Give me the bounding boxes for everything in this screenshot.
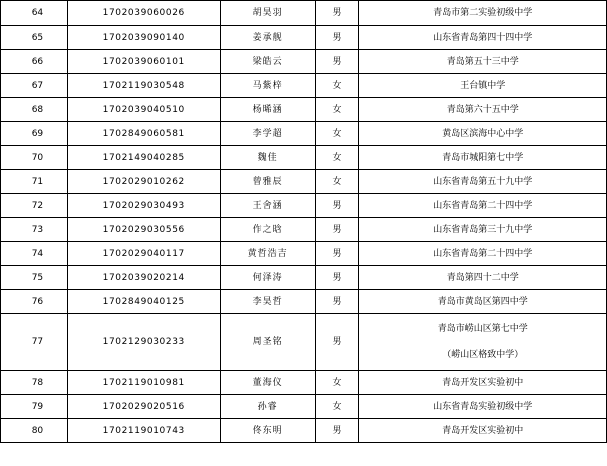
school-name-line: （崂山区格致中学） (442, 350, 524, 360)
exam-id-cell[interactable]: 1702119010743 (67, 419, 220, 443)
table-row (1, 371, 607, 395)
table-row (1, 74, 607, 98)
school-name-line: 青岛第六十五中学 (446, 104, 519, 115)
row-number-cell[interactable]: 72 (1, 194, 68, 218)
school-name-line: 黄岛区滨海中心中学 (442, 128, 524, 139)
school-cell[interactable] (359, 290, 607, 314)
student-name-cell[interactable]: 胡昊羽 (220, 1, 315, 26)
student-name-cell[interactable]: 姜承舰 (220, 26, 315, 50)
table-row (1, 170, 607, 194)
school-name-line: 山东省青岛第二十四中学 (433, 248, 533, 259)
exam-id-cell[interactable]: 1702039020214 (67, 266, 220, 290)
gender-cell[interactable]: 女 (315, 395, 359, 419)
school-name-line: 山东省青岛实验初级中学 (433, 401, 533, 412)
exam-id-cell[interactable]: 1702029010262 (67, 170, 220, 194)
school-name-line: 山东省青岛第四十四中学 (433, 32, 533, 43)
student-name-cell[interactable]: 王舍涵 (220, 194, 315, 218)
exam-id-cell[interactable]: 1702029040117 (67, 242, 220, 266)
student-name-cell[interactable]: 佟东明 (220, 419, 315, 443)
row-number-cell[interactable]: 75 (1, 266, 68, 290)
school-cell[interactable] (359, 371, 607, 395)
school-cell[interactable] (359, 98, 607, 122)
row-number-cell[interactable]: 65 (1, 26, 68, 50)
table-row (1, 122, 607, 146)
school-name-line: 山东省青岛第三十九中学 (433, 224, 533, 235)
row-number-cell[interactable]: 77 (1, 314, 68, 371)
school-cell[interactable] (359, 194, 607, 218)
school-cell[interactable] (359, 122, 607, 146)
school-name-line: 青岛市黄岛区第四中学 (437, 296, 528, 307)
school-cell[interactable] (359, 419, 607, 443)
table-row (1, 98, 607, 122)
school-cell[interactable] (359, 170, 607, 194)
exam-id-cell[interactable]: 1702149040285 (67, 146, 220, 170)
school-cell[interactable] (359, 314, 607, 371)
row-number-cell[interactable]: 67 (1, 74, 68, 98)
table-row (1, 26, 607, 50)
student-name-cell[interactable]: 何泽涛 (220, 266, 315, 290)
row-number-cell[interactable]: 78 (1, 371, 68, 395)
gender-cell[interactable]: 男 (315, 194, 359, 218)
school-name-line: 山东省青岛第五十九中学 (433, 176, 533, 187)
student-name-cell[interactable]: 曾雅辰 (220, 170, 315, 194)
school-cell[interactable] (359, 146, 607, 170)
student-name-cell[interactable]: 李昊哲 (220, 290, 315, 314)
row-number-cell[interactable]: 70 (1, 146, 68, 170)
exam-id-cell[interactable]: 1702119010981 (67, 371, 220, 395)
row-number-cell[interactable]: 76 (1, 290, 68, 314)
table-row (1, 419, 607, 443)
table-row (1, 194, 607, 218)
row-number-cell[interactable]: 80 (1, 419, 68, 443)
row-number-cell[interactable]: 74 (1, 242, 68, 266)
exam-id-cell[interactable]: 1702849060581 (67, 122, 220, 146)
gender-cell[interactable]: 男 (315, 419, 359, 443)
school-name-line: 青岛第五十三中学 (446, 56, 519, 67)
school-cell[interactable] (359, 395, 607, 419)
table-body (1, 1, 607, 443)
school-name-line: 青岛开发区实验初中 (442, 425, 524, 436)
gender-cell[interactable]: 女 (315, 98, 359, 122)
student-name-cell[interactable]: 作之晗 (220, 218, 315, 242)
row-number-cell[interactable]: 79 (1, 395, 68, 419)
gender-cell[interactable]: 男 (315, 242, 359, 266)
student-name-cell[interactable]: 周圣铭 (220, 314, 315, 371)
school-name-line: 青岛市城阳第七中学 (442, 152, 524, 163)
exam-id-cell[interactable]: 1702029030556 (67, 218, 220, 242)
student-name-cell[interactable]: 魏佳 (220, 146, 315, 170)
school-cell[interactable] (359, 266, 607, 290)
gender-cell[interactable]: 男 (315, 290, 359, 314)
school-cell[interactable] (359, 26, 607, 50)
gender-cell[interactable]: 女 (315, 122, 359, 146)
table-row (1, 266, 607, 290)
school-cell[interactable] (359, 242, 607, 266)
school-cell[interactable] (359, 50, 607, 74)
exam-id-cell[interactable]: 1702039040510 (67, 98, 220, 122)
gender-cell[interactable]: 男 (315, 50, 359, 74)
exam-id-cell[interactable]: 1702029030493 (67, 194, 220, 218)
exam-id-cell[interactable]: 1702039060101 (67, 50, 220, 74)
exam-id-cell[interactable]: 1702119030548 (67, 74, 220, 98)
student-name-cell[interactable]: 黄哲浩吉 (220, 242, 315, 266)
gender-cell[interactable]: 男 (315, 218, 359, 242)
school-name-line: 青岛第四十二中学 (446, 272, 519, 283)
gender-cell[interactable]: 男 (315, 314, 359, 371)
row-number-cell[interactable]: 66 (1, 50, 68, 74)
row-number-cell[interactable]: 71 (1, 170, 68, 194)
exam-id-cell[interactable]: 1702029020516 (67, 395, 220, 419)
school-name-line: 青岛开发区实验初中 (442, 377, 524, 388)
school-name-line: 山东省青岛第二十四中学 (433, 200, 533, 211)
exam-id-cell[interactable]: 1702129030233 (67, 314, 220, 371)
table-row (1, 242, 607, 266)
exam-id-cell[interactable]: 1702039060026 (67, 1, 220, 26)
gender-cell[interactable]: 女 (315, 170, 359, 194)
gender-cell[interactable]: 女 (315, 74, 359, 98)
table-row (1, 146, 607, 170)
table-row (1, 218, 607, 242)
school-name-line: 青岛市崂山区第七中学 (437, 324, 528, 334)
student-name-cell[interactable]: 孙睿 (220, 395, 315, 419)
row-number-cell[interactable]: 69 (1, 122, 68, 146)
table-row (1, 395, 607, 419)
gender-cell[interactable]: 男 (315, 1, 359, 26)
school-name-line: 青岛市第二实验初级中学 (433, 8, 533, 18)
student-name-cell[interactable]: 马紫梓 (220, 74, 315, 98)
table-row (1, 314, 607, 371)
table-row (1, 290, 607, 314)
gender-cell[interactable]: 男 (315, 26, 359, 50)
gender-cell[interactable]: 女 (315, 146, 359, 170)
row-number-cell[interactable]: 73 (1, 218, 68, 242)
gender-cell[interactable]: 男 (315, 266, 359, 290)
exam-id-cell[interactable]: 1702039090140 (67, 26, 220, 50)
table-row (1, 1, 607, 26)
student-name-cell[interactable]: 梁皓云 (220, 50, 315, 74)
gender-cell[interactable]: 女 (315, 371, 359, 395)
school-cell[interactable] (359, 218, 607, 242)
row-number-cell[interactable]: 68 (1, 98, 68, 122)
student-name-cell[interactable]: 李学超 (220, 122, 315, 146)
school-cell[interactable] (359, 74, 607, 98)
school-name-line: 王台镇中学 (460, 80, 506, 91)
table-row (1, 50, 607, 74)
student-name-cell[interactable]: 董海仪 (220, 371, 315, 395)
row-number-cell[interactable]: 64 (1, 1, 68, 26)
school-cell[interactable] (359, 1, 607, 26)
exam-id-cell[interactable]: 1702849040125 (67, 290, 220, 314)
student-name-cell[interactable]: 杨晞涵 (220, 98, 315, 122)
